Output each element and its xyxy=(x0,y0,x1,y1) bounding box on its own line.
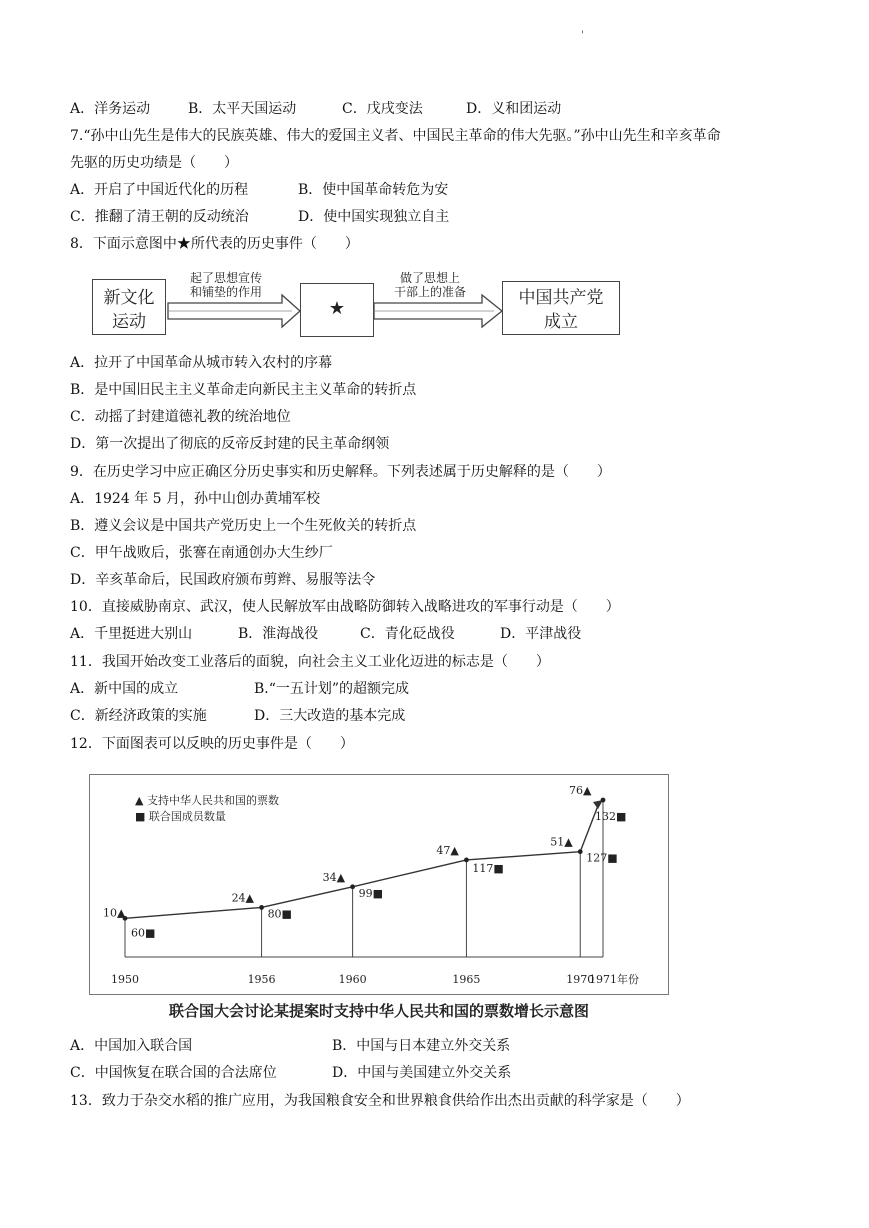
box3-line2: 成立 xyxy=(544,312,578,332)
arrow2-caption-line1: 做了思想上 xyxy=(399,271,460,285)
box1-line1: 新文化 xyxy=(103,288,155,308)
q12-option-b[interactable]: B．中国与日本建立外交关系 xyxy=(332,1038,511,1054)
q11-option-b[interactable]: B.“一五计划”的超额完成 xyxy=(254,681,410,697)
q13-stem: 13．致力于杂交水稻的推广应用，为我国粮食安全和世界粮食供给作出杰出贡献的科学家是（ ） xyxy=(70,1093,690,1109)
arrow2-caption xyxy=(376,271,484,299)
q10-option-b[interactable]: B．淮海战役 xyxy=(238,626,319,642)
q6-option-a[interactable]: A．洋务运动 xyxy=(70,101,151,117)
q8-option-b[interactable]: B．是中国旧民主主义革命走向新民主主义革命的转折点 xyxy=(70,382,417,398)
q12-option-c[interactable]: C．中国恢复在联合国的合法席位 xyxy=(70,1065,277,1081)
vote-label-1950: 10▲ xyxy=(103,906,126,920)
vote-point-1971 xyxy=(601,798,606,803)
q7-option-d[interactable]: D．使中国实现独立自主 xyxy=(298,209,450,225)
box-ccp-founded xyxy=(502,281,620,335)
chart-svg xyxy=(89,774,669,1024)
header-mark: ' xyxy=(581,30,584,41)
vote-point-1956 xyxy=(259,905,264,910)
q12-option-d[interactable]: D．中国与美国建立外交关系 xyxy=(332,1065,512,1081)
q7-stem-line2: 先驱的历史功绩是（ ） xyxy=(70,155,238,171)
arrow2-caption-line2: 干部上的准备 xyxy=(393,285,466,299)
q10-option-c[interactable]: C．青化砭战役 xyxy=(360,626,455,642)
q9-option-c[interactable]: C．甲午战败后，张謇在南通创办大生纱厂 xyxy=(70,545,333,561)
chart-title: 联合国大会讨论某提案时支持中华人民共和国的票数增长示意图 xyxy=(168,1002,589,1020)
q11-stem: 11．我国开始改变工业落后的面貌，向社会主义工业化迈进的标志是（ ） xyxy=(70,654,550,670)
q10-option-a[interactable]: A．千里挺进大别山 xyxy=(70,626,193,642)
member-label-1960: 99■ xyxy=(358,886,384,900)
q7-stem-line1: 7.“孙中山先生是伟大的民族英雄、伟大的爱国主义者、中国民主革命的伟大先驱。”孙中山先生和辛亥革命 xyxy=(70,128,721,144)
vote-label-1971: 76▲ xyxy=(569,784,592,797)
legend-votes: ▲ 支持中华人民共和国的票数 xyxy=(135,794,279,807)
vote-point-1970 xyxy=(578,849,583,854)
q9-stem: 9．在历史学习中应正确区分历史事实和历史解释。下列表述属于历史解释的是（ ） xyxy=(70,464,611,480)
q11-option-a[interactable]: A．新中国的成立 xyxy=(70,681,179,697)
legend-members: ■ 联合国成员数量 xyxy=(135,810,226,823)
q8-option-c[interactable]: C．动摇了封建道德礼教的统治地位 xyxy=(70,409,291,425)
member-label-1950: 60■ xyxy=(131,926,156,940)
x-axis-label: 年份 xyxy=(617,973,639,986)
q8-flow-diagram xyxy=(70,265,650,345)
box3-line1: 中国共产党 xyxy=(518,288,604,308)
vote-label-1960: 34▲ xyxy=(322,870,346,884)
un-vote-chart xyxy=(89,774,669,1024)
q10-stem: 10．直接威胁南京、武汉，使人民解放军由战略防御转入战略进攻的军事行动是（ ） xyxy=(70,599,620,615)
year-tick-1950: 1950 xyxy=(111,973,139,986)
year-tick-1956: 1956 xyxy=(247,973,276,986)
vote-point-1965 xyxy=(464,858,469,863)
q9-option-b[interactable]: B．遵义会议是中国共产党历史上一个生死攸关的转折点 xyxy=(70,518,417,534)
vote-label-1956: 24▲ xyxy=(231,891,255,905)
star-box: ★ xyxy=(300,283,374,337)
q7-option-a[interactable]: A．开启了中国近代化的历程 xyxy=(70,182,249,198)
q12-option-a[interactable]: A．中国加入联合国 xyxy=(70,1038,193,1054)
q7-option-c[interactable]: C．推翻了清王朝的反动统治 xyxy=(70,209,249,225)
q8-stem: 8．下面示意图中★所代表的历史事件（ ） xyxy=(70,236,359,252)
vote-point-1960 xyxy=(350,884,355,889)
chart-frame xyxy=(90,775,669,995)
box1-line2: 运动 xyxy=(112,312,146,332)
q11-option-d[interactable]: D．三大改造的基本完成 xyxy=(254,708,406,724)
arrow1-caption-line2: 和铺垫的作用 xyxy=(189,285,262,299)
box-new-culture-movement xyxy=(92,279,166,335)
q8-option-a[interactable]: A．拉开了中国革命从城市转入农村的序幕 xyxy=(70,355,333,371)
member-label-1971: 132■ xyxy=(595,810,627,823)
q11-option-c[interactable]: C．新经济政策的实施 xyxy=(70,708,207,724)
q6-option-c[interactable]: C．戊戌变法 xyxy=(342,101,423,117)
year-tick-1971: 1971 xyxy=(589,973,617,986)
q8-option-d[interactable]: D．第一次提出了彻底的反帝反封建的民主革命纲领 xyxy=(70,436,390,452)
vote-label-1970: 51▲ xyxy=(550,835,573,849)
member-label-1956: 80■ xyxy=(267,907,292,921)
q6-options xyxy=(70,99,561,119)
year-tick-1965: 1965 xyxy=(452,973,481,986)
q9-option-a[interactable]: A．1924 年 5 月，孙中山创办黄埔军校 xyxy=(70,491,320,507)
q10-option-d[interactable]: D．平津战役 xyxy=(500,626,582,642)
member-label-1965: 117■ xyxy=(472,861,504,875)
member-label-1970: 127■ xyxy=(586,851,618,865)
arrow1-caption xyxy=(170,271,282,299)
q6-option-d[interactable]: D．义和团运动 xyxy=(466,101,562,117)
q7-option-b[interactable]: B．使中国革命转危为安 xyxy=(298,182,449,198)
year-tick-1970: 1970 xyxy=(566,973,595,986)
arrow1-caption-line1: 起了思想宣传 xyxy=(189,271,262,285)
q12-stem: 12．下面图表可以反映的历史事件是（ ） xyxy=(70,736,354,752)
year-tick-1960: 1960 xyxy=(338,973,367,986)
q9-option-d[interactable]: D．辛亥革命后，民国政府颁布剪辫、易服等法令 xyxy=(70,572,376,588)
vote-label-1965: 47▲ xyxy=(436,843,459,857)
q6-option-b[interactable]: B．太平天国运动 xyxy=(188,101,297,117)
